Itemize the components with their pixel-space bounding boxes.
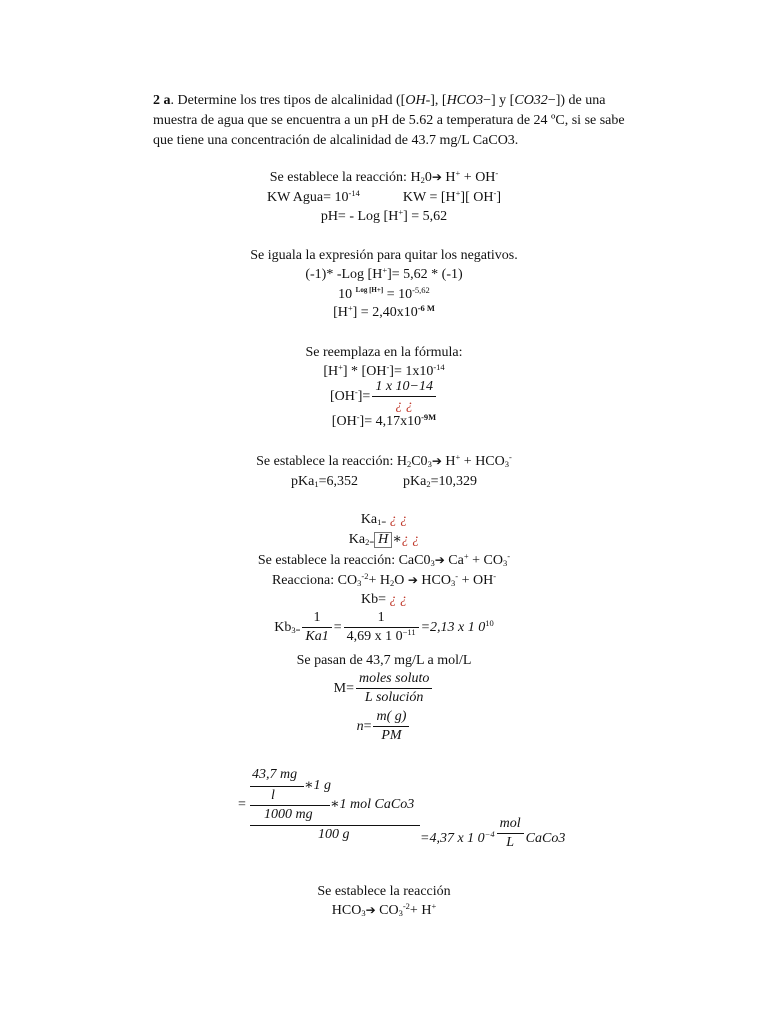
bracket-box: H	[374, 532, 392, 548]
superscript: +	[431, 901, 437, 911]
equation-line	[0, 267, 768, 283]
oh-symbol: OH	[405, 93, 426, 108]
subscript: 3	[361, 908, 366, 918]
denominator: PM	[381, 728, 402, 744]
problem-text: −] y [	[483, 93, 515, 108]
denominator: L	[506, 835, 515, 851]
fraction	[356, 671, 432, 706]
superscript: -	[386, 362, 390, 372]
subscript: 2	[426, 479, 431, 489]
subscript: 2=	[365, 537, 375, 547]
expr: 10	[338, 287, 356, 302]
superscript: -9M	[421, 412, 437, 422]
expr: (-1)* -Log [H	[305, 267, 383, 282]
subscript: 3	[427, 459, 432, 469]
formula: CaC0	[398, 553, 431, 568]
formula: + OH	[463, 170, 496, 185]
placeholder-mark: ¿ ¿	[401, 532, 420, 547]
kw-label: KW Agua= 10	[267, 190, 349, 205]
ph-expression: pH= - Log [H	[320, 209, 399, 224]
formula: + H	[409, 903, 432, 918]
formula: + H	[368, 573, 390, 588]
expr: [H	[323, 364, 339, 379]
superscript: -2	[361, 571, 369, 581]
superscript: +	[382, 265, 388, 275]
placeholder-mark: ¿ ¿	[389, 512, 408, 527]
formula: + OH	[461, 573, 494, 588]
mol-caco3: ∗1 mol CaCo3	[330, 797, 415, 812]
superscript: +	[398, 207, 404, 217]
expr: n	[356, 718, 364, 734]
expr: Ka	[348, 532, 366, 547]
result-line	[420, 816, 565, 851]
formula: H	[396, 454, 407, 469]
formula: HCO	[421, 573, 451, 588]
superscript: -	[493, 571, 497, 581]
fraction	[302, 610, 331, 645]
subscript: 3	[430, 558, 435, 568]
denominator: L solución	[364, 690, 424, 706]
superscript: +	[455, 188, 461, 198]
reaction-hco3	[0, 903, 768, 919]
equation-line	[0, 287, 768, 303]
multiplier: ∗1 g	[304, 778, 332, 793]
superscript: -6 M	[417, 303, 435, 313]
ka1-line	[0, 512, 768, 528]
numerator: m( g)	[373, 709, 409, 727]
superscript: -	[356, 412, 360, 422]
subscript: 3	[357, 578, 362, 588]
thousand-mg: 1000 mg	[264, 807, 313, 822]
kb-line	[0, 592, 768, 608]
subscript: 1=	[377, 517, 387, 527]
result-unit: CaCo3	[525, 831, 566, 847]
arrow-icon: ➔	[365, 903, 376, 917]
denominator: ¿ ¿	[395, 398, 413, 414]
formula: HCO	[331, 903, 362, 918]
numerator: 1	[302, 610, 331, 628]
numerator: 1	[344, 610, 419, 628]
hco3-symbol: HCO3	[446, 93, 484, 108]
ph-expression: ] = 5,62	[403, 209, 448, 224]
formula: C0	[411, 454, 428, 469]
placeholder-mark: ¿ ¿	[389, 592, 407, 607]
reaction-co3	[0, 573, 768, 589]
problem-number: 2 a	[153, 93, 171, 108]
equals-sign: =	[238, 797, 246, 812]
expr: =	[333, 619, 342, 635]
superscript: -5,62	[412, 285, 430, 295]
formula: + CO	[472, 553, 503, 568]
arrow-icon: ➔	[431, 170, 442, 184]
superscript: -	[354, 386, 358, 397]
superscript: −11	[402, 627, 416, 638]
subscript: 3	[398, 908, 403, 918]
fraction	[373, 709, 409, 744]
formula: Ca	[448, 553, 464, 568]
subscript: 2	[406, 459, 412, 469]
superscript: -	[495, 168, 499, 178]
superscript: +	[338, 362, 343, 372]
label: Se establece la reacción:	[256, 454, 394, 469]
superscript: -	[507, 551, 511, 561]
formula: H	[410, 170, 421, 185]
fraction-bar	[250, 786, 304, 787]
equation-line	[0, 414, 768, 430]
superscript: -14	[348, 188, 360, 198]
arrow-icon: ➔	[407, 573, 418, 587]
expr: = 10	[383, 287, 413, 302]
section-title: Se reemplaza en la fórmula:	[305, 345, 463, 360]
arrow-icon: ➔	[434, 553, 445, 567]
subscript: 3	[504, 459, 510, 469]
ka2-line	[0, 532, 768, 548]
section-title: Se establece la reacción	[317, 884, 451, 899]
superscript: -2	[402, 901, 410, 911]
superscript: -	[455, 571, 459, 581]
expr: ] * [OH	[342, 364, 387, 379]
denominator: 4,69 x 1 0	[346, 629, 403, 645]
reaction-carbonic	[0, 454, 768, 470]
problem-line-3: que tiene una concentración de alcalinidad de 43.7 mg/L CaCO3.	[153, 133, 519, 148]
problem-line-1	[153, 93, 605, 109]
superscript: −4	[484, 829, 495, 840]
arrow-icon: ➔	[431, 454, 442, 468]
subscript: 3	[503, 558, 508, 568]
inner-numerator: 43,7 mg	[252, 767, 298, 782]
kb3-line	[0, 610, 768, 645]
section-title: Se iguala la expresión para quitar los negativos.	[250, 248, 518, 263]
superscript: -14	[433, 362, 445, 372]
formula: CO	[379, 903, 399, 918]
equation-line	[0, 364, 768, 380]
superscript: -	[509, 452, 512, 462]
reaction-water	[0, 170, 768, 186]
expr: ]= 4,17x10	[359, 414, 422, 429]
label: Reacciona: CO	[271, 573, 358, 588]
pka2: pKa	[403, 474, 427, 489]
superscript: +	[455, 452, 461, 462]
expr: Kb	[274, 619, 292, 635]
numerator: 1 x 10−14	[372, 379, 436, 397]
expr: [H	[333, 305, 348, 320]
subscript: 3	[450, 578, 456, 588]
formula: + HCO	[463, 454, 505, 469]
superscript: +	[463, 551, 469, 561]
expr: ] = 2,40x10	[352, 305, 418, 320]
inner-denominator: l	[271, 788, 275, 803]
subscript: 2	[420, 175, 425, 185]
expr: M=	[333, 680, 354, 696]
main-fraction-bar	[250, 825, 420, 826]
superscript: +	[347, 303, 353, 313]
superscript: 10	[485, 617, 494, 628]
expr: Kb=	[360, 592, 390, 607]
fraction	[344, 610, 419, 645]
pka-line	[0, 474, 768, 490]
moles-line	[0, 709, 768, 744]
kw-line	[0, 190, 768, 206]
ph-line	[0, 209, 768, 225]
label: Se establece la reacción:	[269, 170, 407, 185]
result: =4,37 x 1 0	[420, 831, 485, 847]
section-title: Se pasan de 43,7 mg/L a mol/L	[296, 653, 472, 668]
expr: ]=	[357, 388, 371, 404]
reaction-caco3	[0, 553, 768, 569]
problem-text: . Determine los tres tipos de alcalinidad ([	[170, 93, 406, 108]
formula: H	[445, 454, 456, 469]
kw-expression: ]	[496, 190, 501, 205]
problem-text: -], [	[425, 93, 447, 108]
fraction-bar	[250, 805, 330, 806]
formula: H	[445, 170, 456, 185]
result: =2,13 x 1 0	[420, 619, 486, 635]
hundred-g: 100 g	[318, 827, 350, 842]
expr: ∗	[392, 532, 402, 547]
expr: [OH	[330, 388, 355, 404]
expr: =	[363, 718, 372, 734]
kw-expression: ][ OH	[460, 190, 494, 205]
problem-text: −]) de una	[547, 93, 606, 108]
subscript: 3=	[291, 624, 301, 635]
equation-line	[0, 379, 768, 414]
superscript: -	[493, 188, 497, 198]
equation-line	[0, 305, 768, 321]
formula: O	[394, 573, 405, 588]
fraction	[497, 816, 524, 851]
pka2-value: =10,329	[430, 474, 477, 489]
molarity-line	[0, 671, 768, 706]
superscript: +	[455, 168, 461, 178]
subscript: 2	[389, 578, 395, 588]
pka1-value: =6,352	[318, 474, 358, 489]
expr: ]= 1x10	[389, 364, 434, 379]
kw-expression: KW = [H	[402, 190, 456, 205]
pka1: pKa	[291, 474, 315, 489]
denominator: Ka1	[305, 629, 329, 645]
expr: ]= 5,62 * (-1)	[387, 267, 463, 282]
formula: 0	[424, 170, 432, 185]
label: Se establece la reacción:	[257, 553, 396, 568]
numerator: moles soluto	[356, 671, 432, 689]
subscript: 1	[314, 479, 319, 489]
fraction	[372, 379, 436, 414]
co3-symbol: CO32	[514, 93, 548, 108]
problem-line-2: muestra de agua que se encuentra a un pH de 5.62 a temperatura de 24 ºC, si se sabe	[153, 113, 625, 128]
expr: [OH	[331, 414, 357, 429]
superscript: Log [H+]	[355, 286, 384, 294]
numerator: mol	[497, 816, 524, 834]
expr: Ka	[360, 512, 378, 527]
